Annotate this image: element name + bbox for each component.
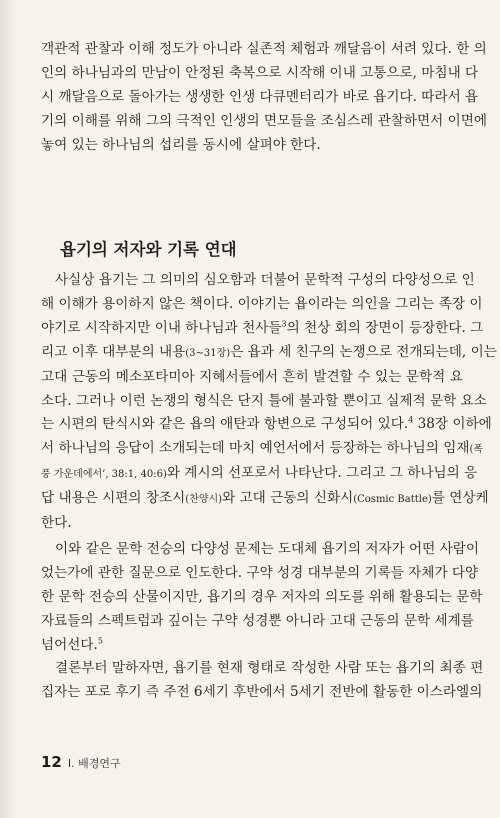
text-line: 넘어선다.$^5$ [41,636,103,653]
text-line: 서 하나님의 응답이 소개되는데 마치 예언서에서 등장하는 하나님의 임재(폭 [41,440,484,457]
text-line: 놓여 있는 하나님의 섭리를 동시에 살펴야 한다. [41,136,321,153]
running-title: I. 배경연구 [67,757,121,770]
text-line: 리고 이후 대부분의 내용(3∼31장)은 욥과 세 친구의 논쟁으로 전개되는데, 이는 [41,343,497,360]
text-line: 인의 하나님과의 만남이 안정된 축복으로 시작해 이내 고통으로, 마침내 다 [41,64,479,81]
text-line: 한다. [41,515,72,532]
page-gutter-shadow [0,0,18,818]
text-line: 시 깨달음으로 돌아가는 생생한 인생 다큐멘터리가 바로 욥기다. 따라서 욥 [41,88,479,105]
body-paragraph-1 [41,269,497,536]
text-line: 객관적 관찰과 이해 정도가 아니라 실존적 체험과 깨달음이 서려 있다. 한 의 [41,41,487,57]
text-line: 풍 가운데에서’, 38:1, 40:6)와 계시의 선포로서 나타난다. 그리고 그 하나님의 응 [41,465,478,482]
text-line: 기의 이해를 위해 그의 극적인 인생의 면모들을 조심스레 관찰하면서 이면에 [41,112,487,129]
text-line: 소다. 그러나 이런 논쟁의 형식은 단지 틀에 불과할 뿐이고 실제적 문학 요소 [41,392,487,409]
text-line: 었는가에 관한 질문으로 인도한다. 구약 성경 대부분의 기록들 자체가 다양 [41,564,479,581]
text-line: 자료들의 스펙트럼과 깊이는 구약 성경뿐 아니라 고대 근동의 문학 세계를 [41,612,474,629]
footnote-ref: 5 [97,636,103,646]
text-line: 고대 근동의 메소포타미아 지혜서들에서 흔히 발견할 수 있는 문학적 요 [41,368,463,385]
text-line: 해 이해가 용이하지 않은 책이다. 이야기는 욥이라는 의인을 그리는 족장 이 [41,295,483,312]
text-line: 사실상 욥기는 그 의미의 심오함과 더불어 문학적 구성의 다양성으로 인 [55,272,475,288]
text-line: 이와 같은 문학 전승의 다양성 문제는 도대체 욥기의 저자가 어떤 사람이 [55,541,480,557]
page-number: 12 [41,753,62,771]
text-line: 답 내용은 시편의 창조시(찬양시)와 고대 근동의 신화시(Cosmic Battle)를 연상케 [41,490,489,507]
text-line: 야기로 시작하지만 이내 하나님과 천사들$^3$의 천상 회의 장면이 등장한다. 그 [41,319,484,336]
body-paragraph-2 [41,538,483,658]
footnote-ref: 3 [281,319,287,329]
page-footer [41,753,121,771]
intro-paragraph [41,38,487,158]
text-line: 결론부터 말하자면, 욥기를 현재 형태로 작성한 사람 또는 욥기의 최종 편 [55,660,484,676]
text-line: 집자는 포로 후기 즉 주전 6세기 후반에서 5세기 전반에 활동한 이스라엘의 [41,683,483,700]
body-paragraph-3 [41,657,484,705]
footnote-ref: 4 [408,415,414,425]
text-line: 한 문학 전승의 산물이지만, 욥기의 경우 저자의 의도를 위해 활용되는 문학 [41,588,483,605]
text-line: 는 시편의 탄식시와 같은 욥의 애탄과 항변으로 구성되어 있다.$^4$ 38장 이하에 [41,415,492,433]
section-heading: 욥기의 저자와 기록 연대 [60,240,237,259]
